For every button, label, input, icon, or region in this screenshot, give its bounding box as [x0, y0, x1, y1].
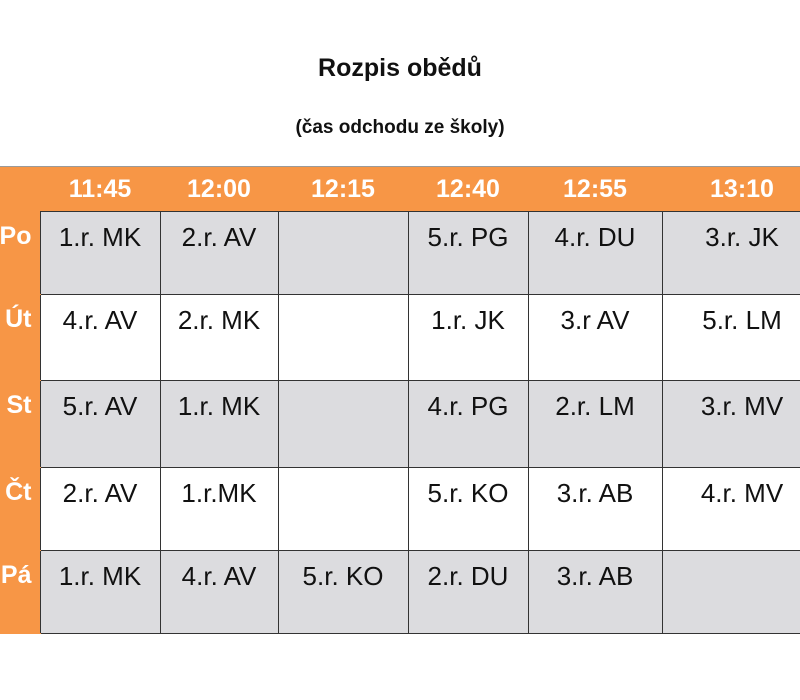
table-row — [0, 551, 800, 634]
schedule-cell: 4.r. DU — [528, 212, 662, 295]
day-label: Út — [0, 295, 40, 381]
schedule-cell: 1.r. JK — [408, 295, 528, 381]
schedule-cell: 4.r. PG — [408, 381, 528, 468]
lunch-schedule-table — [0, 166, 800, 634]
schedule-cell — [278, 381, 408, 468]
table-row — [0, 468, 800, 551]
day-label: Pá — [0, 551, 40, 634]
schedule-cell: 1.r. MK — [160, 381, 278, 468]
schedule-cell: 5.r. KO — [408, 468, 528, 551]
schedule-cell: 2.r. AV — [40, 468, 160, 551]
schedule-cell: 3.r. JK — [662, 212, 800, 295]
schedule-cell — [278, 295, 408, 381]
time-header-row — [0, 167, 800, 212]
page-subtitle: (čas odchodu ze školy) — [295, 117, 505, 138]
schedule-cell: 4.r. AV — [40, 295, 160, 381]
schedule-cell: 5.r. AV — [40, 381, 160, 468]
time-header: 11:45 — [40, 167, 160, 212]
schedule-cell: 3.r. MV — [662, 381, 800, 468]
table-row — [0, 212, 800, 295]
schedule-cell: 1.r.MK — [160, 468, 278, 551]
schedule-cell: 2.r. AV — [160, 212, 278, 295]
schedule-cell: 5.r. PG — [408, 212, 528, 295]
schedule-cell: 4.r. MV — [662, 468, 800, 551]
schedule-cell: 1.r. MK — [40, 212, 160, 295]
time-header: 12:55 — [528, 167, 662, 212]
schedule-cell: 2.r. LM — [528, 381, 662, 468]
time-header: 13:10 — [662, 167, 800, 212]
schedule-cell: 4.r. AV — [160, 551, 278, 634]
schedule-cell: 5.r. LM — [662, 295, 800, 381]
schedule-cell — [278, 212, 408, 295]
schedule-cell: 3.r AV — [528, 295, 662, 381]
schedule-cell: 3.r. AB — [528, 468, 662, 551]
schedule-cell: 2.r. DU — [408, 551, 528, 634]
time-header: 12:15 — [278, 167, 408, 212]
table-row — [0, 295, 800, 381]
schedule-cell: 1.r. MK — [40, 551, 160, 634]
day-label: Čt — [0, 468, 40, 551]
schedule-cell: 3.r. AB — [528, 551, 662, 634]
table-row — [0, 381, 800, 468]
day-label: Po — [0, 212, 40, 295]
schedule-cell: 5.r. KO — [278, 551, 408, 634]
time-header: 12:40 — [408, 167, 528, 212]
corner-cell — [0, 167, 40, 212]
schedule-cell — [662, 551, 800, 634]
schedule-cell: 2.r. MK — [160, 295, 278, 381]
time-header: 12:00 — [160, 167, 278, 212]
page-title: Rozpis obědů — [318, 54, 482, 82]
day-label: St — [0, 381, 40, 468]
schedule-cell — [278, 468, 408, 551]
